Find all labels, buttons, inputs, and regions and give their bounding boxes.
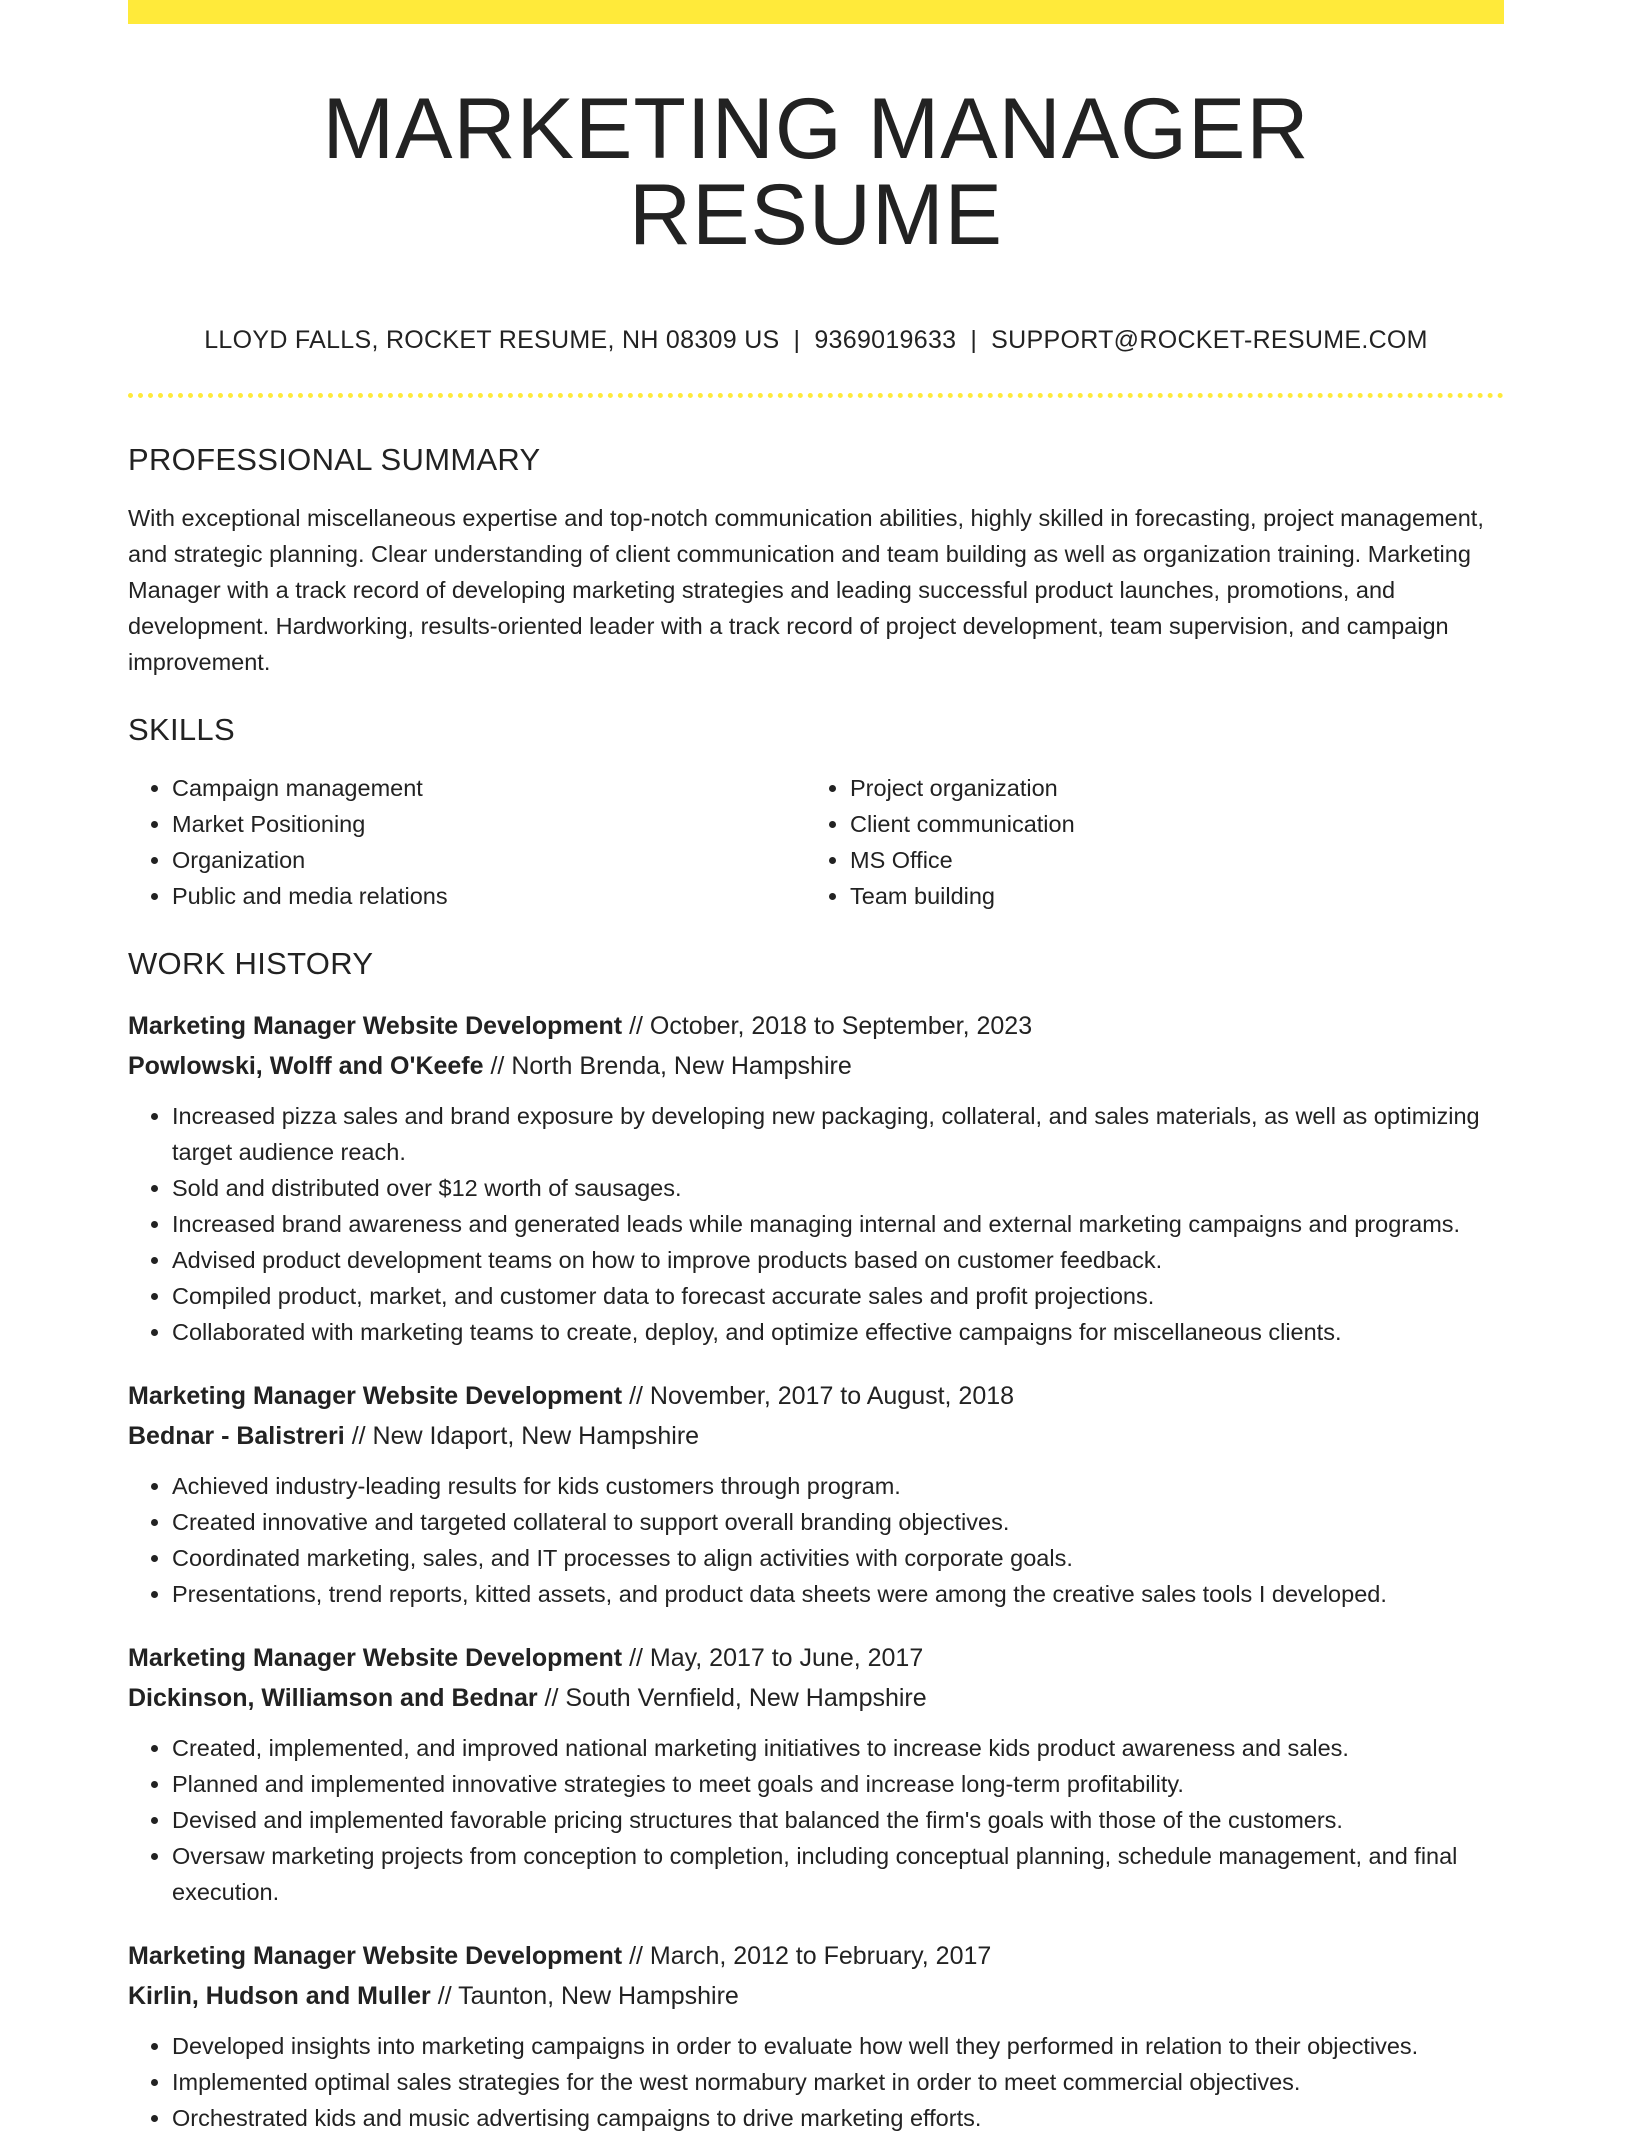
job-bullet: • Presentations, trend reports, kitted assets, and product data sheets were among the creative sales tools I developed.	[172, 1576, 1504, 1612]
dotted-divider	[128, 393, 1504, 398]
contact-phone: 9369019633	[814, 326, 957, 354]
skill-item: • Public and media relations	[172, 878, 806, 914]
job-location: // New Idaport, New Hampshire	[351, 1422, 700, 1450]
job-entry	[128, 1376, 1504, 1612]
summary-heading: PROFESSIONAL SUMMARY	[128, 442, 541, 477]
job-title-line	[128, 1936, 1504, 1976]
resume-page	[128, 0, 1504, 2136]
job-entry	[128, 1006, 1504, 1350]
job-title-line	[128, 1376, 1504, 1416]
job-company-line	[128, 1976, 1504, 2016]
job-title-line	[128, 1006, 1504, 1046]
job-entry	[128, 1638, 1504, 1910]
job-bullet: • Coordinated marketing, sales, and IT processes to align activities with corporate goals.	[172, 1540, 1504, 1576]
job-bullet: • Oversaw marketing projects from conception to completion, including conceptual planning, schedule management, and final execution.	[172, 1838, 1504, 1910]
job-bullet: • Orchestrated kids and music advertising campaigns to drive marketing efforts.	[172, 2100, 1504, 2136]
job-bullet: • Planned and implemented innovative strategies to meet goals and increase long-term profitability.	[172, 1766, 1504, 1802]
job-dates: // March, 2012 to February, 2017	[629, 1942, 992, 1970]
job-company-line	[128, 1678, 1504, 1718]
job-bullet: • Created innovative and targeted collateral to support overall branding objectives.	[172, 1504, 1504, 1540]
job-bullet: • Achieved industry-leading results for kids customers through program.	[172, 1468, 1504, 1504]
skill-item: • Market Positioning	[172, 806, 806, 842]
job-bullets	[128, 2028, 1504, 2136]
skill-item: • Client communication	[850, 806, 1484, 842]
job-bullet: • Developed insights into marketing campaigns in order to evaluate how well they performed in relation to their objectives.	[172, 2028, 1504, 2064]
job-location: // North Brenda, New Hampshire	[490, 1052, 852, 1080]
job-bullet: • Devised and implemented favorable pricing structures that balanced the firm's goals with those of the customers.	[172, 1802, 1504, 1838]
work-history-heading: WORK HISTORY	[128, 946, 374, 981]
top-accent-bar	[128, 0, 1504, 24]
skill-item: • Campaign management	[172, 770, 806, 806]
skills-list-left	[128, 770, 806, 914]
job-dates: // October, 2018 to September, 2023	[629, 1012, 1033, 1040]
job-title-line	[128, 1638, 1504, 1678]
job-location: // South Vernfield, New Hampshire	[544, 1684, 927, 1712]
contact-separator: |	[793, 326, 801, 354]
work-history-list	[128, 1006, 1504, 2136]
job-dates: // May, 2017 to June, 2017	[629, 1644, 924, 1672]
job-bullet: • Sold and distributed over $12 worth of sausages.	[172, 1170, 1504, 1206]
job-bullets	[128, 1468, 1504, 1612]
job-title: Marketing Manager Website Development	[128, 1942, 623, 1970]
skills-columns	[128, 770, 1504, 914]
job-bullet: • Implemented optimal sales strategies for the west normabury market in order to meet commercial objectives.	[172, 2064, 1504, 2100]
job-title: Marketing Manager Website Development	[128, 1012, 623, 1040]
job-bullets	[128, 1730, 1504, 1910]
job-company: Dickinson, Williamson and Bednar	[128, 1684, 538, 1712]
skills-heading: SKILLS	[128, 712, 235, 747]
summary-text: With exceptional miscellaneous expertise and top-notch communication abilities, highly skilled in forecasting, project management, and strategic planning. Clear understanding of client communication and team building as well as organization training. Marketing Manager with a track record of developing marketing strategies and leading successful product launches, promotions, and development. Hardworking, results-oriented leader with a track record of project development, team supervision, and campaign improvement.	[128, 505, 1484, 675]
skill-item: • Team building	[850, 878, 1484, 914]
job-bullet: • Increased brand awareness and generated leads while managing internal and external marketing campaigns and programs.	[172, 1206, 1504, 1242]
job-title: Marketing Manager Website Development	[128, 1644, 623, 1672]
job-bullet: • Compiled product, market, and customer data to forecast accurate sales and profit projections.	[172, 1278, 1504, 1314]
job-company: Kirlin, Hudson and Muller	[128, 1982, 431, 2010]
job-location: // Taunton, New Hampshire	[437, 1982, 739, 2010]
job-bullet: • Advised product development teams on how to improve products based on customer feedback.	[172, 1242, 1504, 1278]
job-bullets	[128, 1098, 1504, 1350]
skill-item: • MS Office	[850, 842, 1484, 878]
job-bullet: • Increased pizza sales and brand exposure by developing new packaging, collateral, and sales materials, as well as optimizing target audience reach.	[172, 1098, 1504, 1170]
job-company: Bednar - Balistreri	[128, 1422, 345, 1450]
skill-item: • Organization	[172, 842, 806, 878]
job-bullet: • Created, implemented, and improved national marketing initiatives to increase kids product awareness and sales.	[172, 1730, 1504, 1766]
job-company: Powlowski, Wolff and O'Keefe	[128, 1052, 484, 1080]
contact-email: SUPPORT@ROCKET-RESUME.COM	[991, 326, 1428, 354]
skill-item: • Project organization	[850, 770, 1484, 806]
contact-address: LLOYD FALLS, ROCKET RESUME, NH 08309 US	[204, 326, 780, 354]
contact-line	[128, 326, 1504, 355]
job-entry	[128, 1936, 1504, 2136]
job-dates: // November, 2017 to August, 2018	[629, 1382, 1015, 1410]
job-company-line	[128, 1046, 1504, 1086]
page-title: MARKETING MANAGER RESUME	[322, 81, 1310, 263]
job-title: Marketing Manager Website Development	[128, 1382, 623, 1410]
job-company-line	[128, 1416, 1504, 1456]
job-bullet: • Collaborated with marketing teams to create, deploy, and optimize effective campaigns for miscellaneous clients.	[172, 1314, 1504, 1350]
skills-list-right	[806, 770, 1484, 914]
contact-separator: |	[970, 326, 978, 354]
